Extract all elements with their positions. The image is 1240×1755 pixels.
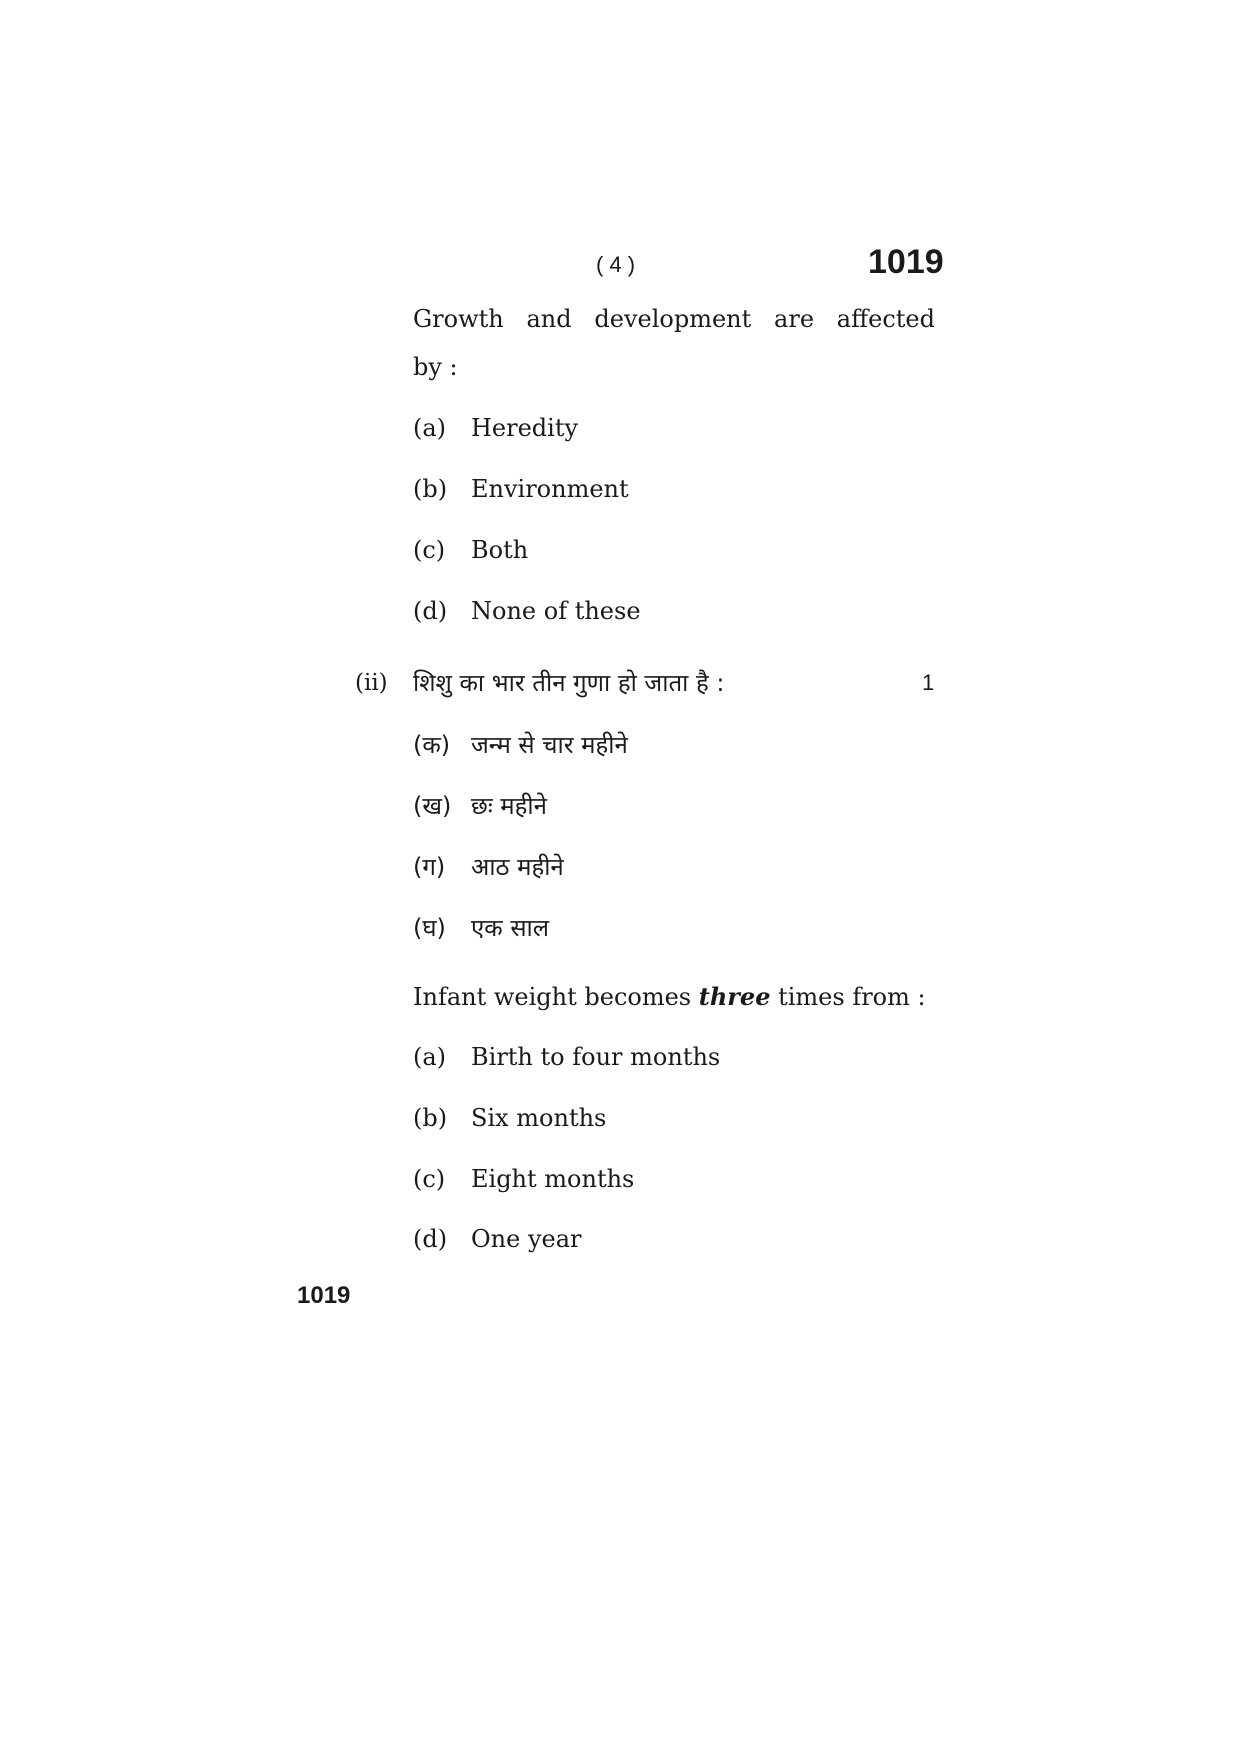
- option-label: (b): [413, 1104, 448, 1132]
- stem-text: times from :: [770, 983, 926, 1011]
- option-label: (a): [413, 414, 447, 442]
- page-number: ( 4 ): [596, 252, 636, 277]
- question-stem-english: [413, 982, 926, 1011]
- option-d: [413, 597, 641, 625]
- option-label: (क): [413, 731, 451, 759]
- option-label: (ग): [413, 853, 446, 881]
- option-label: (घ): [413, 914, 446, 942]
- option-text: Heredity: [471, 414, 579, 442]
- stem-word: affected: [836, 305, 935, 333]
- stem-word: development: [594, 305, 752, 333]
- option-c: [413, 1165, 634, 1193]
- option-c: [413, 536, 528, 564]
- paper-code-footer: 1019: [297, 1282, 351, 1309]
- option-text: आठ महीने: [471, 853, 564, 881]
- question-stem-hindi: शिशु का भार तीन गुणा हो जाता है :: [413, 669, 725, 697]
- option-label: (a): [413, 1043, 447, 1071]
- hindi-option-gha: [413, 911, 549, 944]
- stem-word: are: [774, 305, 815, 333]
- option-d: [413, 1225, 582, 1253]
- option-label: (b): [413, 475, 448, 503]
- option-a: [413, 1043, 720, 1071]
- option-text: Eight months: [471, 1165, 635, 1193]
- hindi-option-ga: [413, 850, 564, 883]
- option-b: [413, 475, 629, 503]
- option-text: Environment: [471, 475, 629, 503]
- stem-word: and: [526, 305, 572, 333]
- question-number: (ii): [355, 670, 388, 696]
- paper-code-header: 1019: [868, 243, 944, 281]
- option-text: Both: [471, 536, 529, 564]
- option-label: (d): [413, 1225, 448, 1253]
- question-stem-line-1: [413, 305, 935, 333]
- stem-text: Infant weight becomes: [413, 983, 699, 1011]
- option-label: (d): [413, 597, 448, 625]
- question-marks: 1: [922, 670, 935, 695]
- option-text: एक साल: [471, 914, 550, 942]
- stem-emphasis: three: [698, 982, 771, 1011]
- option-text: One year: [471, 1225, 582, 1253]
- option-text: Six months: [471, 1104, 607, 1132]
- option-a: [413, 414, 578, 442]
- stem-word: Growth: [413, 305, 504, 333]
- option-text: None of these: [471, 597, 641, 625]
- question-stem-line-2: by :: [413, 353, 458, 381]
- hindi-option-kha: [413, 789, 547, 822]
- option-text: Birth to four months: [471, 1043, 721, 1071]
- option-text: जन्म से चार महीने: [471, 731, 628, 759]
- option-b: [413, 1104, 606, 1132]
- option-text: छः महीने: [471, 792, 547, 820]
- option-label: (c): [413, 1165, 446, 1193]
- hindi-option-ka: [413, 728, 628, 761]
- option-label: (c): [413, 536, 446, 564]
- option-label: (ख): [413, 792, 452, 820]
